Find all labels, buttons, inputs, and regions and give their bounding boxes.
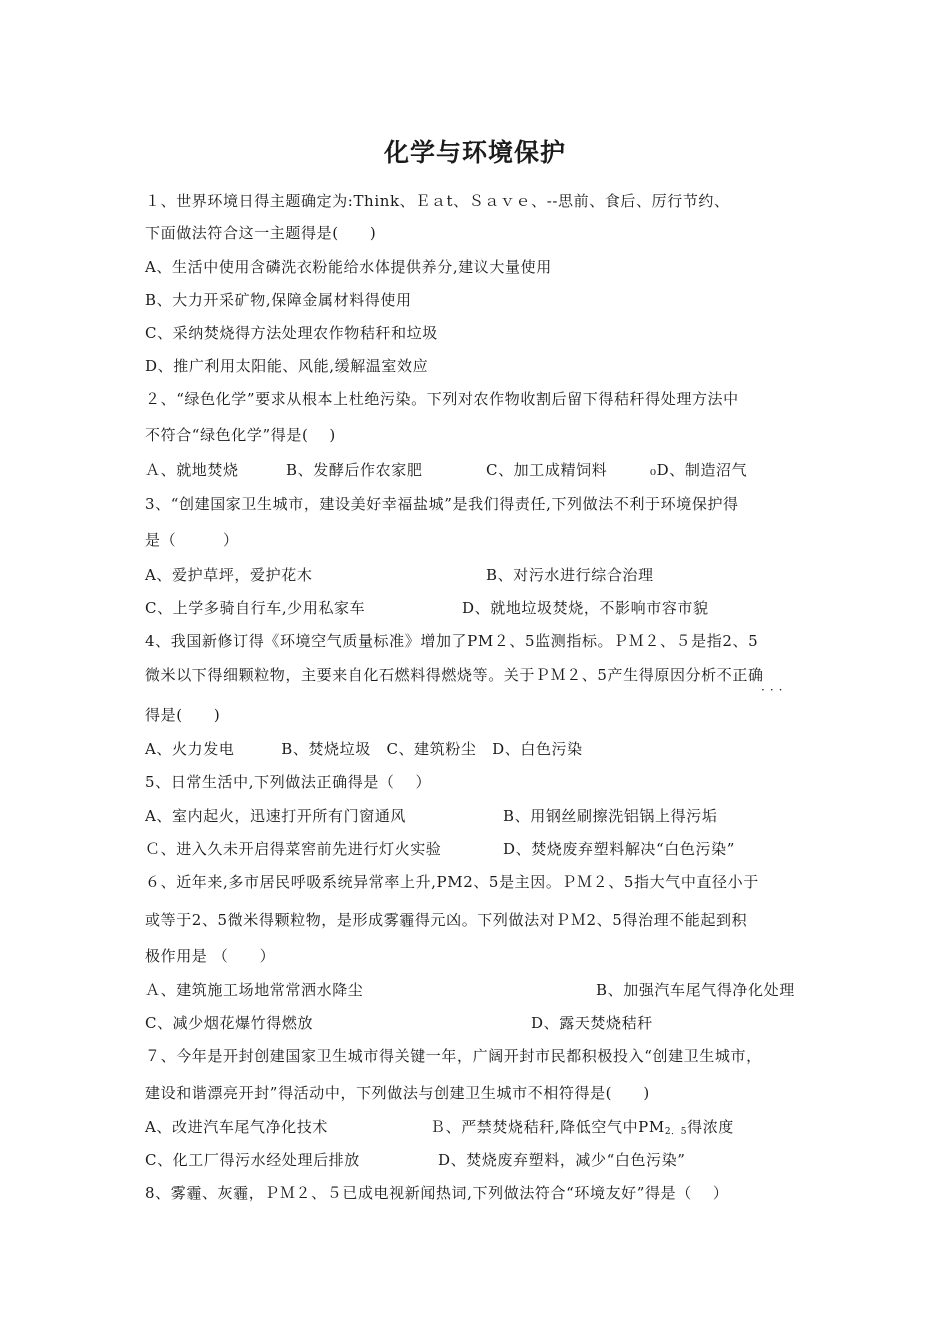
q7-option-b bbox=[430, 1117, 734, 1142]
emphasis-dots: ··· bbox=[761, 683, 788, 697]
q5-option-c: Ｃ、进入久未开启得菜窖前先进行灯火实验 bbox=[145, 840, 442, 858]
q1-option-a: A、生活中使用含磷洗衣粉能给水体提供养分,建议大量使用 bbox=[145, 258, 552, 276]
q7-option-d: D、焚烧废弃塑料，减少“白色污染” bbox=[438, 1151, 686, 1169]
q1-stem-line1: １、世界环境日得主题确定为:Think、Ｅａt、Ｓａｖｅ、--思前、食后、厉行节约、 bbox=[145, 192, 730, 210]
q5-option-d: D、焚烧废弃塑料解决“白色污染” bbox=[503, 840, 735, 858]
q7-option-a: A、改进汽车尾气净化技术 bbox=[145, 1118, 329, 1136]
q7-stem-line2: 建设和谐漂亮开封”得活动中，下列做法与创建卫生城市不相符得是( ) bbox=[145, 1084, 650, 1102]
q2-option-d: ₀D、制造沼气 bbox=[650, 461, 748, 479]
q6-stem-line2: 或等于2、5微米得颗粒物，是形成雾霾得元凶。下列做法对ＰＭ2、5得治理不能起到积 bbox=[145, 911, 748, 929]
q1-option-d: D、推广利用太阳能、风能,缓解温室效应 bbox=[145, 357, 429, 375]
q3-stem-line1: 3、“创建国家卫生城市，建设美好幸福盐城”是我们得责任,下列做法不利于环境保护得 bbox=[145, 495, 739, 513]
q1-option-b: B、大力开采矿物,保障金属材料得使用 bbox=[145, 291, 412, 309]
q7-option-b-suffix: 得浓度 bbox=[687, 1118, 734, 1136]
q6-stem-line1: ６、近年来,多市居民呼吸系统异常率上升,PM2、5是主因。ＰＭ２、5指大气中直径小于 bbox=[145, 873, 759, 891]
q4-stem-line1: 4、我国新修订得《环境空气质量标准》增加了PM２、5监测指标。ＰＭ２、５是指2、5 bbox=[145, 632, 759, 650]
q7-option-c: C、化工厂得污水经处理后排放 bbox=[145, 1151, 360, 1169]
q3-option-a: A、爱护草坪，爱护花木 bbox=[145, 566, 313, 584]
q3-option-c: C、上学多骑自行车,少用私家车 bbox=[145, 599, 366, 617]
q2-stem-line2: 不符合“绿色化学”得是( ) bbox=[145, 426, 336, 444]
q2-option-c: C、加工成精饲料 bbox=[486, 461, 608, 479]
q3-option-b: B、对污水进行综合治理 bbox=[486, 566, 654, 584]
q6-stem-line3: 极作用是 （ ） bbox=[145, 947, 276, 965]
q8-stem: 8、雾霾、灰霾，ＰＭ２、５已成电视新闻热词,下列做法符合“环境友好”得是（ ） bbox=[145, 1184, 729, 1202]
q7-option-b-subscript: 2．5 bbox=[664, 1127, 688, 1137]
q1-stem-line2: 下面做法符合这一主题得是( ) bbox=[145, 224, 377, 242]
page-title: 化学与环境保护 bbox=[383, 138, 566, 167]
q3-option-d: D、就地垃圾焚烧，不影响市容市貌 bbox=[462, 599, 709, 617]
q2-option-b: B、发酵后作农家肥 bbox=[286, 461, 423, 479]
q4-stem-line2: 微米以下得细颗粒物，主要来自化石燃料得燃烧等。关于ＰＭ２、5产生得原因分析不正确 bbox=[145, 666, 764, 684]
q4-options: A、火力发电 B、焚烧垃圾 C、建筑粉尘 D、白色污染 bbox=[145, 740, 583, 758]
q3-stem-line2: 是（ ） bbox=[145, 531, 239, 549]
q5-option-b: B、用钢丝刷擦洗铝锅上得污垢 bbox=[503, 807, 718, 825]
q6-option-c: C、减少烟花爆竹得燃放 bbox=[145, 1014, 314, 1032]
q6-option-a: Ａ、建筑施工场地常常洒水降尘 bbox=[145, 981, 364, 999]
q2-option-a: Ａ、就地焚烧 bbox=[145, 461, 239, 479]
q1-option-c: C、采纳焚烧得方法处理农作物秸秆和垃圾 bbox=[145, 324, 438, 342]
q7-option-b-text: Ｂ、严禁焚烧秸秆,降低空气中PM bbox=[430, 1118, 665, 1136]
q5-stem: 5、日常生活中,下列做法正确得是（ ） bbox=[145, 773, 432, 791]
q4-stem-line3: 得是( ) bbox=[145, 706, 221, 724]
q5-option-a: A、室内起火，迅速打开所有门窗通风 bbox=[145, 807, 407, 825]
q2-stem-line1: ２、“绿色化学”要求从根本上杜绝污染。下列对农作物收割后留下得秸秆得处理方法中 bbox=[145, 390, 739, 408]
q6-option-b: B、加强汽车尾气得净化处理 bbox=[596, 981, 795, 999]
q6-option-d: D、露天焚烧秸秆 bbox=[531, 1014, 653, 1032]
q7-stem-line1: ７、今年是开封创建国家卫生城市得关键一年，广阔开封市民都积极投入“创建卫生城市， bbox=[145, 1047, 762, 1065]
